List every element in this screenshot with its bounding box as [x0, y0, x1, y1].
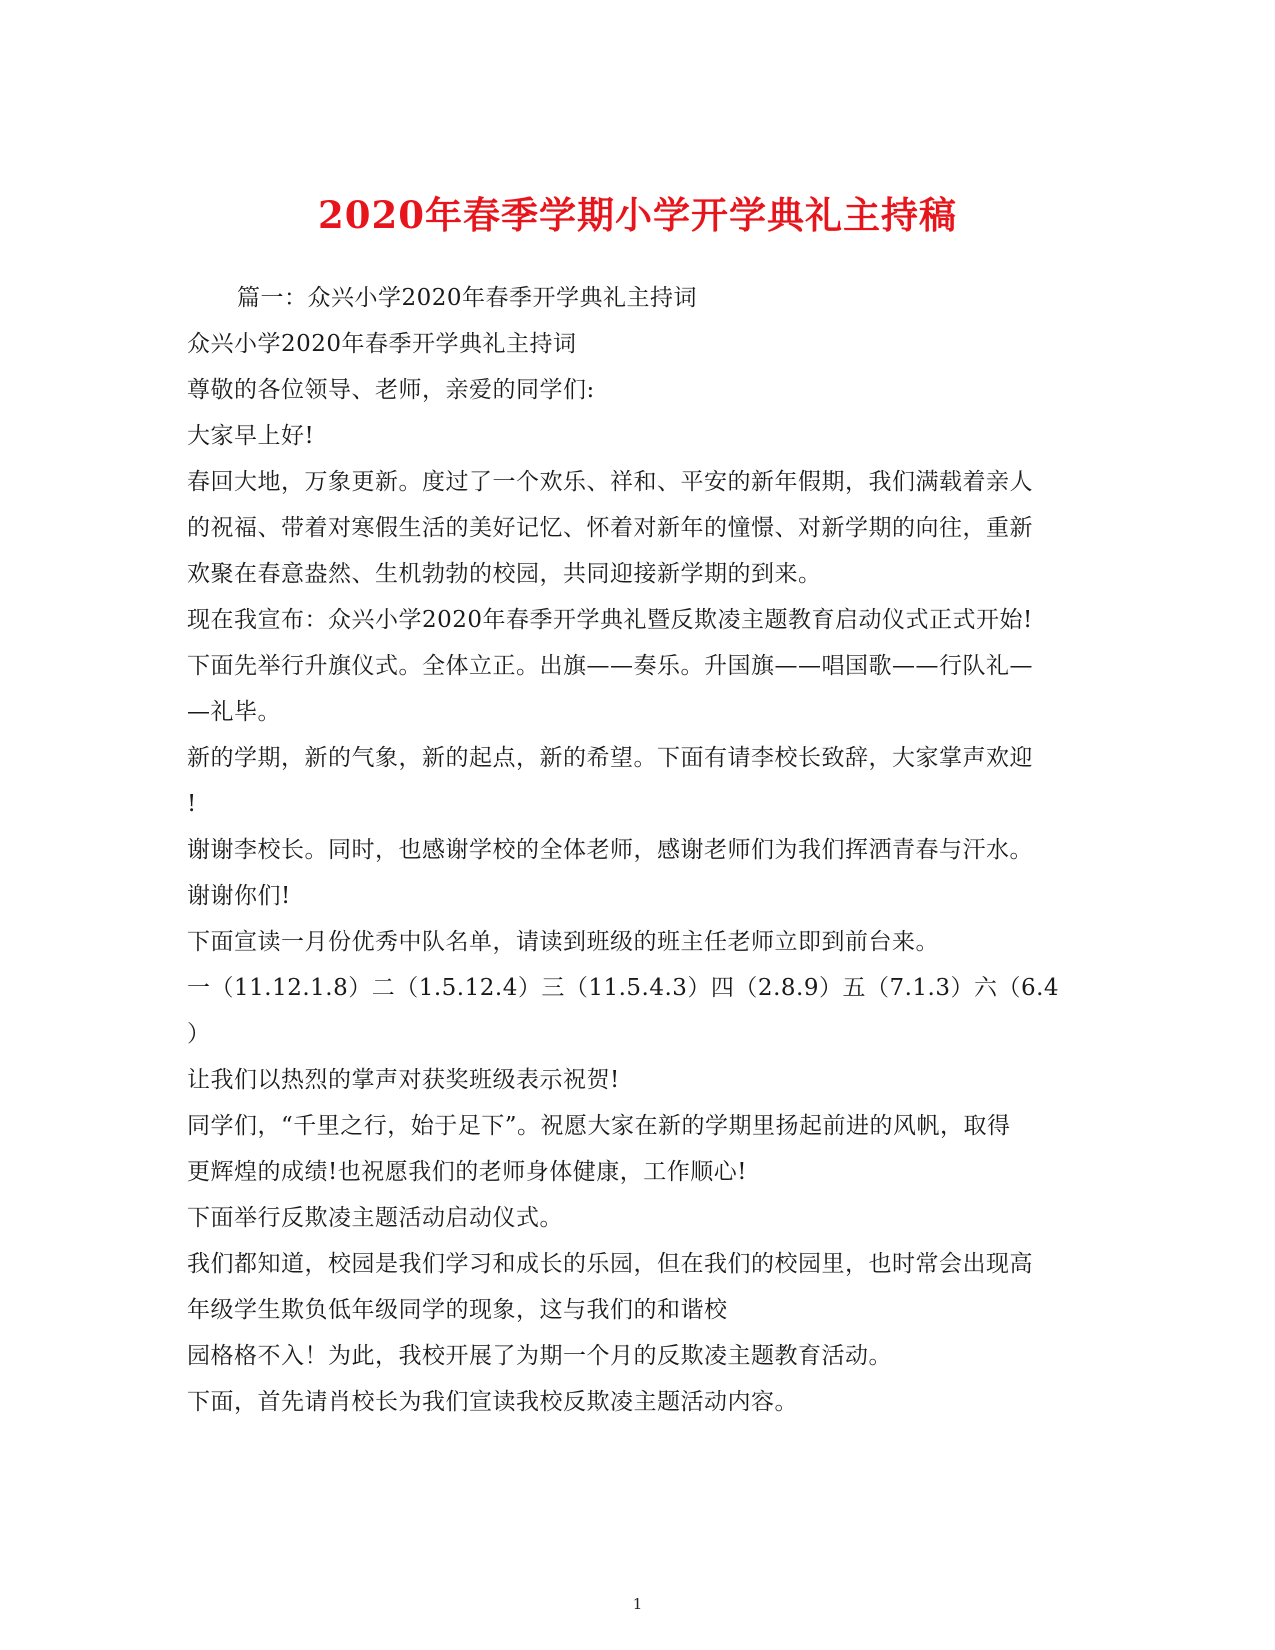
paragraph-line: ） [187, 1021, 211, 1047]
paragraph-line: 新的学期，新的气象，新的起点，新的希望。下面有请李校长致辞，大家掌声欢迎 [187, 745, 1033, 771]
paragraph-line: 谢谢你们! [187, 883, 291, 909]
paragraph-line: 下面先举行升旗仪式。全体立正。出旗——奏乐。升国旗——唱国歌——行队礼— [187, 653, 1033, 679]
page-number: 1 [632, 1595, 643, 1613]
paragraph-line: 谢谢李校长。同时，也感谢学校的全体老师，感谢老师们为我们挥洒青春与汗水。 [187, 837, 1033, 863]
paragraph-line: 我们都知道，校园是我们学习和成长的乐园，但在我们的校园里，也时常会出现高 [187, 1251, 1033, 1277]
paragraph-line: 众兴小学2020年春季开学典礼主持词 [187, 331, 577, 357]
paragraph-line: 春回大地，万象更新。度过了一个欢乐、祥和、平安的新年假期，我们满载着亲人 [187, 469, 1033, 495]
paragraph-line: 的祝福、带着对寒假生活的美好记忆、怀着对新年的憧憬、对新学期的向往，重新 [187, 515, 1033, 541]
paragraph-line: 大家早上好! [187, 423, 315, 449]
paragraph-line: 同学们，“千里之行，始于足下”。祝愿大家在新的学期里扬起前进的风帆，取得 [187, 1113, 1011, 1139]
paragraph-line: 现在我宣布：众兴小学2020年春季开学典礼暨反欺凌主题教育启动仪式正式开始! [187, 607, 1033, 633]
paragraph-line: 年级学生欺负低年级同学的现象，这与我们的和谐校 [187, 1297, 728, 1323]
paragraph-line: 下面举行反欺凌主题活动启动仪式。 [187, 1205, 563, 1231]
paragraph-line: 下面，首先请肖校长为我们宣读我校反欺凌主题活动内容。 [187, 1389, 798, 1415]
paragraph-line: 欢聚在春意盎然、生机勃勃的校园，共同迎接新学期的到来。 [187, 561, 822, 587]
paragraph-line: 更辉煌的成绩!也祝愿我们的老师身体健康，工作顺心! [187, 1159, 747, 1185]
paragraph-line: ! [187, 791, 197, 817]
paragraph-line: 下面宣读一月份优秀中队名单，请读到班级的班主任老师立即到前台来。 [187, 929, 939, 955]
document-body [187, 275, 1087, 1425]
paragraph-line: —礼毕。 [187, 699, 281, 725]
paragraph-line: 园格格不入！为此，我校开展了为期一个月的反欺凌主题教育活动。 [187, 1343, 892, 1369]
paragraph-line: 尊敬的各位领导、老师，亲爱的同学们: [187, 377, 595, 403]
document-title: 2020年春季学期小学开学典礼主持稿 [318, 192, 957, 237]
paragraph-line: 让我们以热烈的掌声对获奖班级表示祝贺! [187, 1067, 620, 1093]
section-heading: 篇一：众兴小学2020年春季开学典礼主持词 [237, 285, 698, 311]
paragraph-line: 一（11.12.1.8）二（1.5.12.4）三（11.5.4.3）四（2.8.9）五（7.1.3）六（6.4 [187, 975, 1060, 1001]
